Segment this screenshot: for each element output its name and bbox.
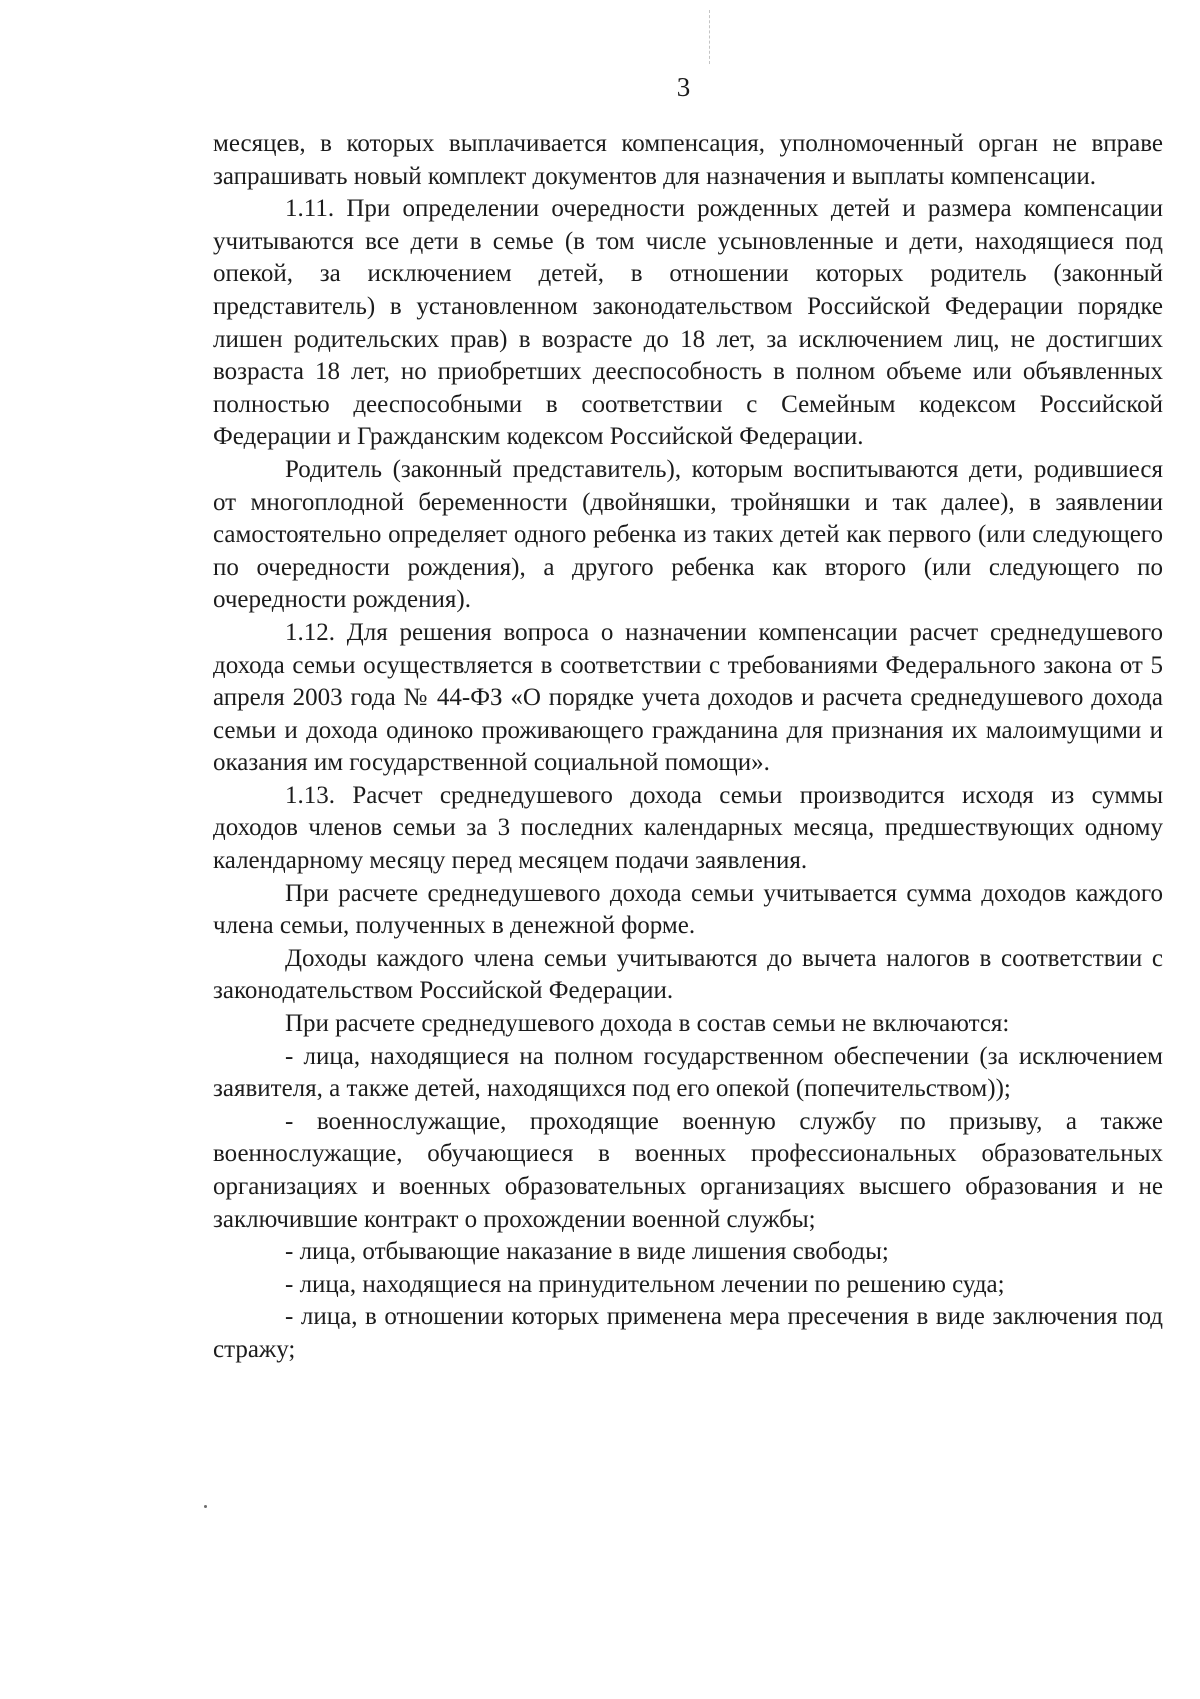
paragraph-income-sum: При расчете среднедушевого дохода семьи учитывается сумма доходов каждого члена семьи, полученных в денежной форме.	[213, 879, 1163, 940]
list-item-military: - военнослужащие, проходящие военную службу по призыву, а также военнослужащие, обучающиеся в военных профессиональных образовательных организациях и военных образовательных организациях высшего образования и не заключившие контракт о прохождении военной службы;	[213, 1107, 1163, 1233]
paragraph-excluded-intro: При расчете среднедушевого дохода в состав семьи не включаются:	[285, 1010, 1010, 1038]
paragraph-1-11: 1.11. При определении очередности рожденных детей и размера компенсации учитываются все дети в семье (в том числе усыновленные и дети, находящиеся под опекой, за исключением детей, в отношении которых родитель (законный представитель) в установленном законодательством Российской Федерации порядке лишен родительских прав) в возрасте до 18 лет, за исключением лиц, не достигших возраста 18 лет, но приобретших дееспособность в полном объеме или объявленных полностью дееспособными в соответствии с Семейным кодексом Российской Федерации и Гражданским кодексом Российской Федерации.	[213, 195, 1163, 451]
paragraph-income-taxes: Доходы каждого члена семьи учитываются до вычета налогов в соответствии с законодательством Российской Федерации.	[213, 944, 1163, 1005]
paragraph-1-12: 1.12. Для решения вопроса о назначении компенсации расчет среднедушевого дохода семьи осуществляется в соответствии с требованиями Федерального закона от 5 апреля 2003 года № 44-ФЗ «О порядке учета доходов и расчета среднедушевого дохода семьи и дохода одиноко проживающего гражданина для признания их малоимущими и оказания им государственной социальной помощи».	[213, 618, 1163, 777]
list-item-compulsory-treatment: - лица, находящиеся на принудительном лечении по решению суда;	[285, 1270, 1005, 1298]
document-body	[213, 128, 1163, 1367]
scan-artifact-line	[709, 10, 711, 64]
page-number: 3	[676, 72, 691, 102]
list-item-imprisoned: - лица, отбывающие наказание в виде лишения свободы;	[285, 1238, 889, 1266]
list-item-detention: - лица, в отношении которых применена мера пресечения в виде заключения под стражу;	[213, 1303, 1163, 1363]
paragraph-continuation: месяцев, в которых выплачивается компенсация, уполномоченный орган не вправе запрашивать новый комплект документов для назначения и выплаты компенсации.	[213, 130, 1163, 190]
paragraph-1-13: 1.13. Расчет среднедушевого дохода семьи производится исходя из суммы доходов членов семьи за 3 последних календарных месяца, предшествующих одному календарному месяцу перед месяцем подачи заявления.	[213, 781, 1163, 875]
paragraph-multiple-birth: Родитель (законный представитель), которым воспитываются дети, родившиеся от многоплодной беременности (двойняшки, тройняшки и так далее), в заявлении самостоятельно определяет одного ребенка из таких детей как первого (или следующего по очередности рождения), а другого ребенка как второго (или следующего по очередности рождения).	[213, 455, 1163, 614]
scan-artifact-dot	[204, 1505, 207, 1508]
list-item-state-support: - лица, находящиеся на полном государственном обеспечении (за исключением заявителя, а также детей, находящихся под его опекой (попечительством));	[213, 1042, 1163, 1103]
